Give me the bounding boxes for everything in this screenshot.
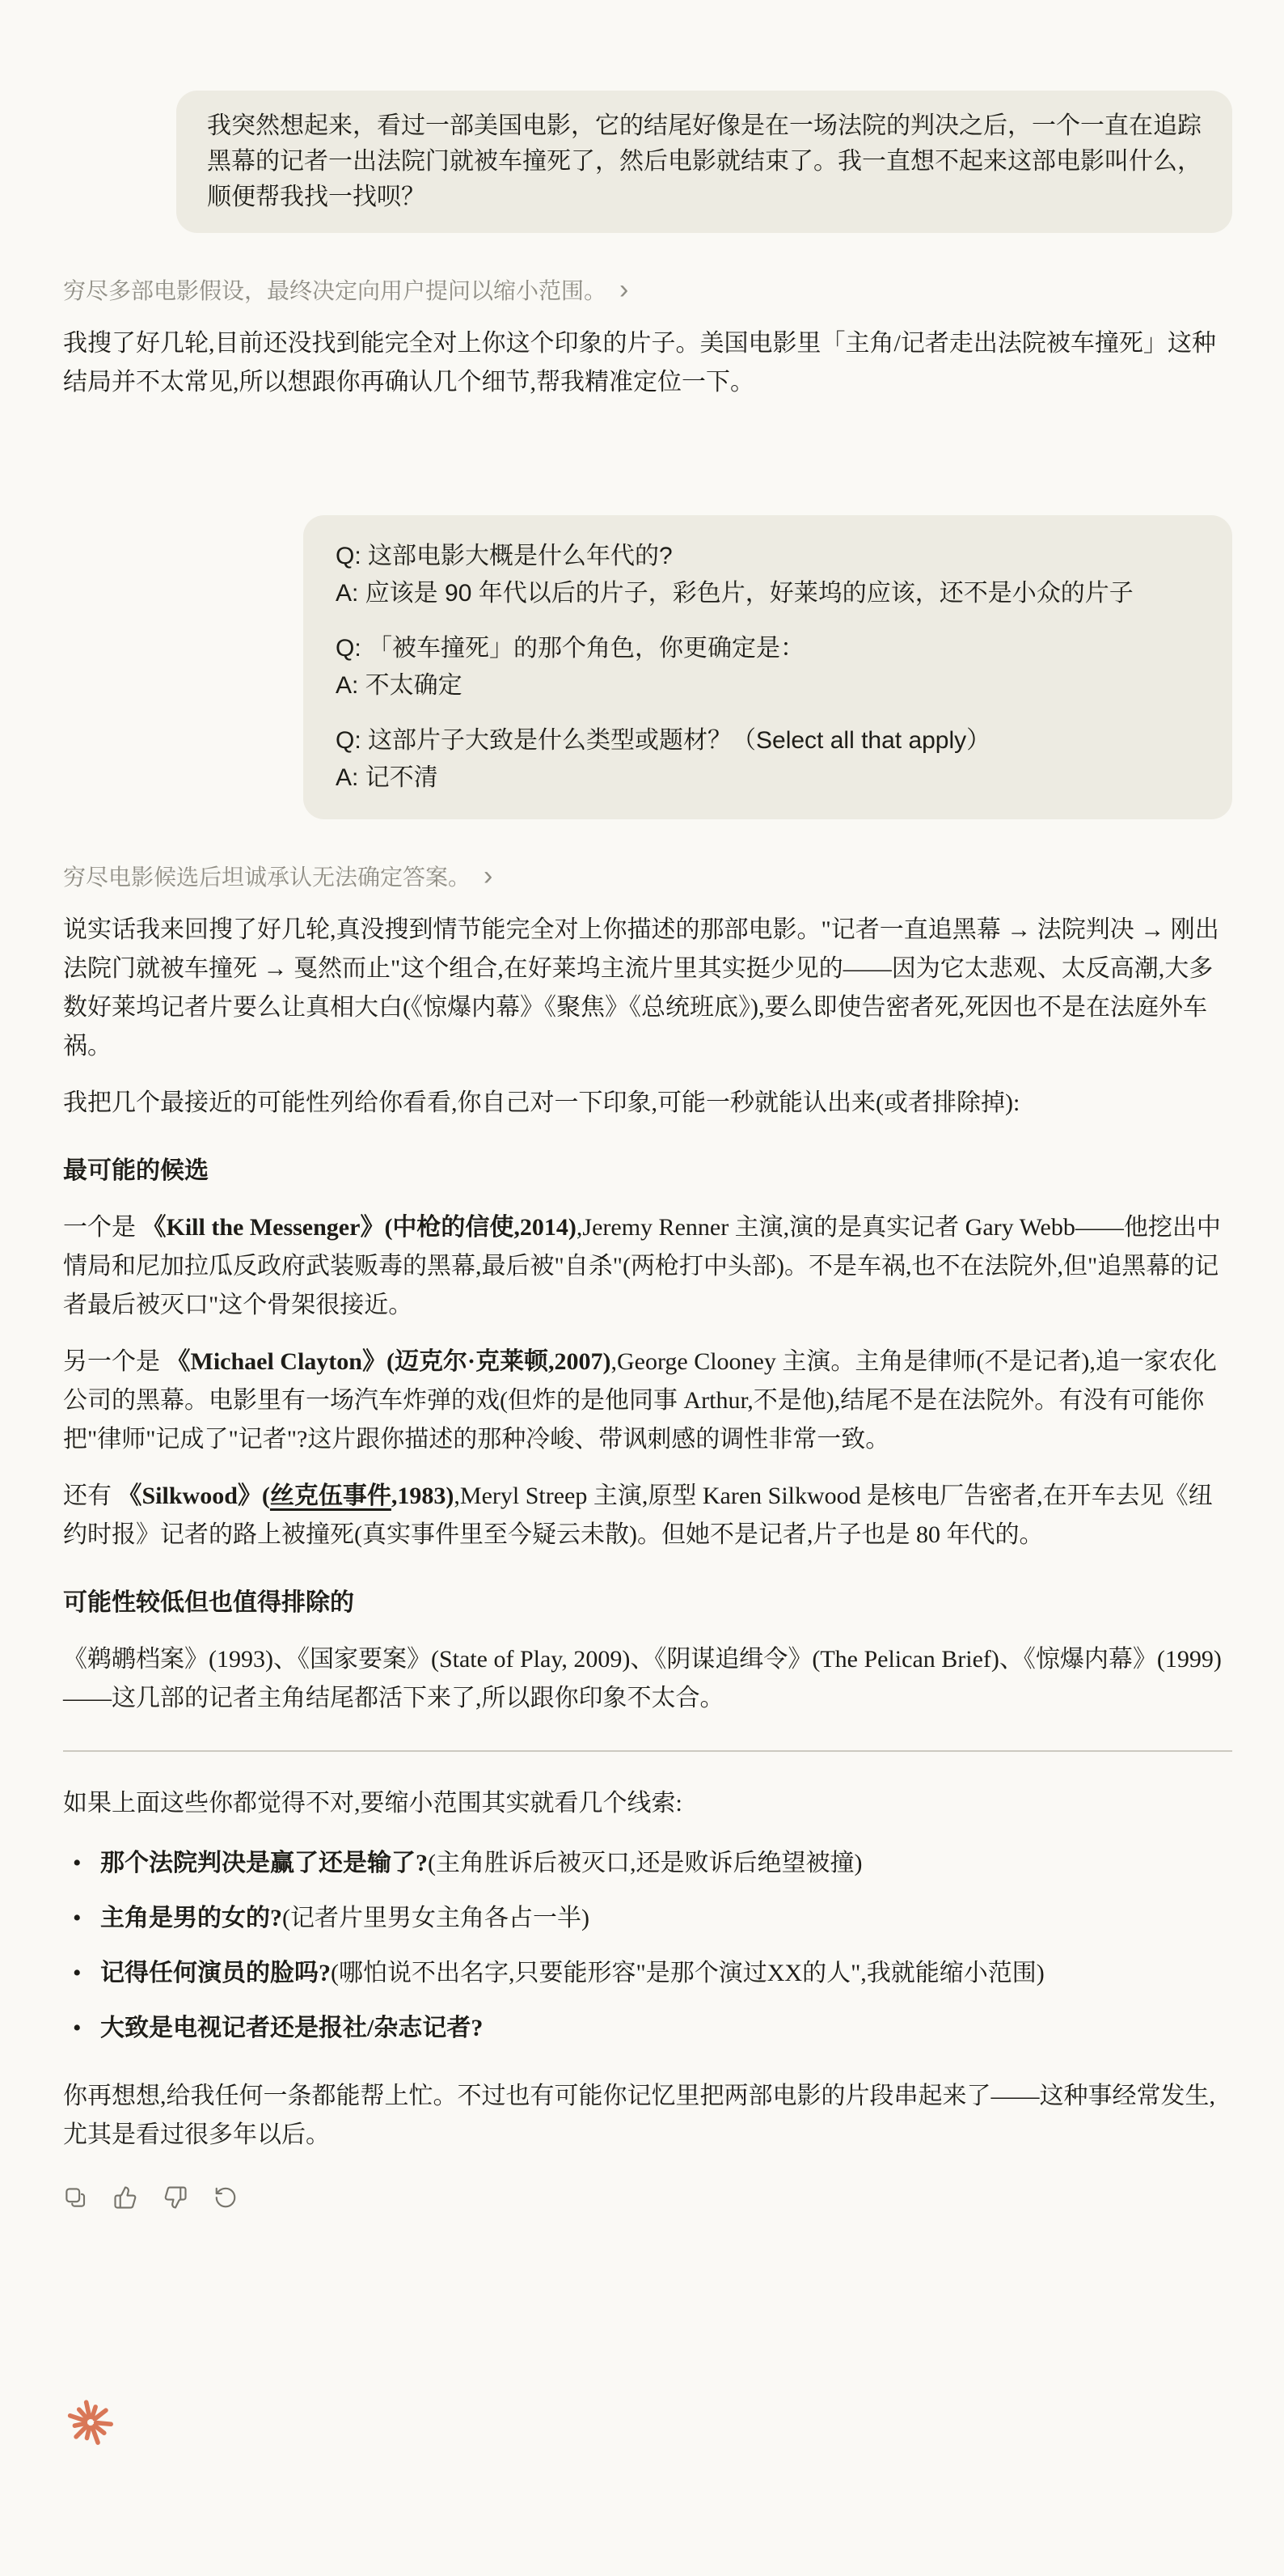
heading-top-candidates: 最可能的候选 <box>63 1157 209 1184</box>
section-divider <box>63 1750 1232 1752</box>
clue-rest: (哪怕说不出名字,只要能形容"是那个演过XX的人",我就能缩小范围) <box>331 1960 1045 1986</box>
candidate-silkwood: 还有 《Silkwood》(丝克伍事件,1983),Meryl Streep 主演,原型 Karen Silkwood 是核电厂告密者,在开车去见《纽约时报》记者的路上被撞死(真实事件里至今疑云未散)。但她不是记者,片子也是 80 年代的。 <box>63 1483 1213 1548</box>
thinking-summary-1-label: 穷尽多部电影假设，最终决定向用户提问以缩小范围。 <box>63 278 607 303</box>
qa-answer: A: 不太确定 <box>336 672 462 699</box>
chevron-right-icon: › <box>619 273 629 305</box>
qa-question: Q: 「被车撞死」的那个角色，你更确定是： <box>336 635 805 662</box>
qa-summary-card <box>303 515 1232 819</box>
paragraph-excluded-films: 《鹈鹕档案》(1993)、《国家要案》(State of Play, 2009)、《阴谋追缉令》(The Pelican Brief)、《惊爆内幕》(1999)——这几部的记者主角结尾都活下来了,所以跟你印象不太合。 <box>63 1646 1222 1711</box>
qa-question: Q: 这部片子大致是什么类型或题材？（Select all that apply） <box>336 727 991 754</box>
clue-lead: 那个法院判决是赢了还是输了? <box>100 1850 428 1876</box>
retry-icon <box>213 2185 238 2210</box>
message-actions-toolbar <box>63 2185 1232 2210</box>
thinking-summary-1[interactable] <box>63 275 628 307</box>
user-message-text: 我突然想起来，看过一部美国电影，它的结尾好像是在一场法院的判决之后，一个一直在追踪黑幕的记者一出法院门就被车撞死了，然后电影就结束了。我一直想不起来这部电影叫什么，顺便帮我找一找呗？ <box>207 112 1202 210</box>
clue-lead: 主角是男的女的? <box>100 1905 282 1931</box>
qa-pair <box>336 722 1200 797</box>
qa-answer: A: 记不清 <box>336 764 438 791</box>
candidate-kill-the-messenger: 一个是 《Kill the Messenger》(中枪的信使,2014),Jeremy Renner 主演,演的是真实记者 Gary Webb——他挖出中情局和尼加拉瓜反政府武装贩毒的黑幕,最后被"自杀"(两枪打中头部)。不是车祸,也不在法院外,但"追黑幕的记者最后被灭口"这个骨架很接近。 <box>63 1214 1221 1318</box>
user-message-row <box>63 91 1232 233</box>
thumbs-down-icon <box>163 2185 188 2210</box>
paragraph-clues-intro: 如果上面这些你都觉得不对,要缩小范围其实就看几个线索: <box>63 1790 682 1817</box>
thumbs-up-button[interactable] <box>113 2185 137 2210</box>
assistant-response <box>63 911 1232 2155</box>
chevron-right-icon: › <box>484 860 493 891</box>
copy-icon <box>63 2185 87 2210</box>
user-message-bubble <box>176 91 1232 233</box>
clue-list <box>63 1844 1232 2048</box>
heading-low-probability: 可能性较低但也值得排除的 <box>63 1589 354 1616</box>
qa-pair <box>336 538 1200 612</box>
qa-answer: A: 应该是 90 年代以后的片子，彩色片，好莱坞的应该，还不是小众的片子 <box>336 580 1134 607</box>
clue-rest: (主角胜诉后被灭口,还是败诉后绝望被撞) <box>428 1850 863 1876</box>
thinking-summary-2-label: 穷尽电影候选后坦诚承认无法确定答案。 <box>63 865 471 890</box>
retry-button[interactable] <box>213 2185 238 2210</box>
qa-question: Q: 这部电影大概是什么年代的? <box>336 543 673 569</box>
clue-lead: 记得任何演员的脸吗? <box>100 1960 331 1986</box>
thumbs-down-button[interactable] <box>163 2185 188 2210</box>
paragraph-closing: 你再想想,给我任何一条都能帮上忙。不过也有可能你记忆里把两部电影的片段串起来了——这种事经常发生,尤其是看过很多年以后。 <box>63 2083 1215 2148</box>
paragraph-list-intro: 我把几个最接近的可能性列给你看看,你自己对一下印象,可能一秒就能认出来(或者排除掉): <box>63 1089 1020 1116</box>
clue-rest: (记者片里男女主角各占一半) <box>282 1905 589 1931</box>
assistant-intro-paragraph: 我搜了好几轮,目前还没找到能完全对上你这个印象的片子。美国电影里「主角/记者走出法院被车撞死」这种结局并不太常见,所以想跟你再确认几个细节,帮我精准定位一下。 <box>63 330 1216 395</box>
candidate-michael-clayton: 另一个是 《Michael Clayton》(迈克尔·克莱顿,2007),George Clooney 主演。主角是律师(不是记者),追一家农化公司的黑幕。电影里有一场汽车炸弹的戏(但炸的是他同事 Arthur,不是他),结尾不是在法院外。有没有可能你把"律师"记成了"记者"?这片跟你描述的那种冷峻、带讽刺感的调性非常一致。 <box>63 1348 1217 1453</box>
clue-item-verdict <box>71 1844 1232 1883</box>
thumbs-up-icon <box>113 2185 137 2210</box>
copy-button[interactable] <box>63 2185 87 2210</box>
clue-item-actor-face <box>71 1954 1232 1993</box>
thinking-summary-2[interactable] <box>63 861 492 893</box>
clue-lead: 大致是电视记者还是报社/杂志记者? <box>100 2015 484 2041</box>
qa-pair <box>336 630 1200 704</box>
paragraph-search-result: 说实话我来回搜了好几轮,真没搜到情节能完全对上你描述的那部电影。"记者一直追黑幕 → 法院判决 → 刚出法院门就被车撞死 → 戛然而止"这个组合,在好莱坞主流片里其实挺少见的——因为它太悲观、太反高潮,大多数好莱坞记者片要么让真相大白(《惊爆内幕》《聚焦》《总统班底》),要么即使告密者死,死因也不是在法庭外车祸。 <box>63 916 1219 1060</box>
claude-logo-starburst <box>65 2396 116 2449</box>
clue-item-reporter-type <box>71 2009 1232 2048</box>
clue-item-gender <box>71 1899 1232 1938</box>
